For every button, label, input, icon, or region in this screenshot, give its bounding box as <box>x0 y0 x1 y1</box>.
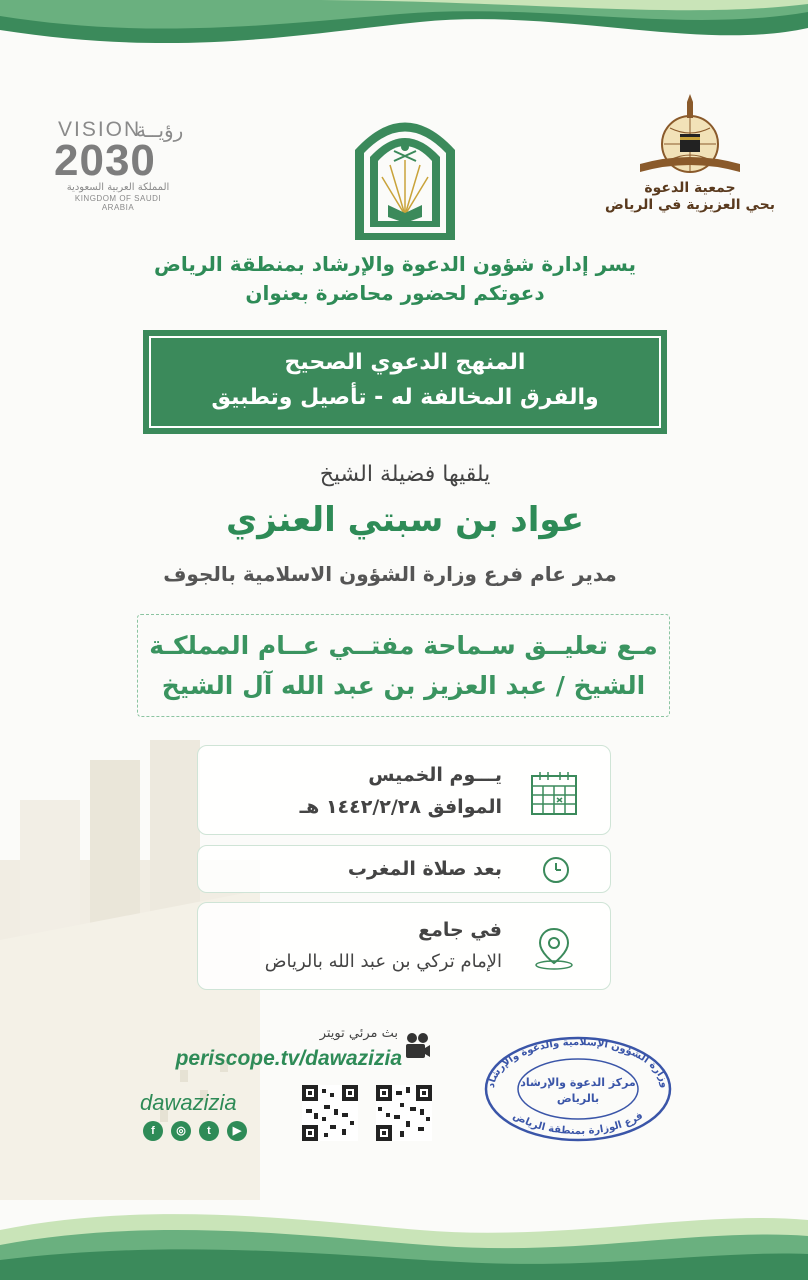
clock-icon <box>542 856 570 884</box>
speaker-name: عواد بن سبتي العنزي <box>226 500 584 540</box>
official-stamp <box>482 1034 674 1144</box>
stamp-outer-text: وزارة الشؤون الإسلامية والدعوة والإرشاد <box>485 1036 671 1089</box>
lecture-title-line-2: والفرق المخالفة له - تأصيل وتطبيق <box>211 385 599 410</box>
vision-year: 2030 <box>54 136 156 185</box>
calendar-icon <box>530 770 578 816</box>
association-name-line2: بحي العزيزية في الرياض <box>605 197 775 213</box>
location-card <box>197 902 611 990</box>
vision-word-ar: رؤيــة <box>136 118 184 142</box>
vision-kingdom-en: KINGDOM OF SAUDI ARABIA <box>74 194 162 212</box>
lecture-title-line-1: المنهج الدعوي الصحيح <box>284 350 526 375</box>
association-name-line1: جمعية الدعوة <box>644 180 736 196</box>
stamp-bottom-text: فرع الوزارة بمنطقة الرياض <box>511 1110 646 1138</box>
periscope-label: بث مرئي تويتر <box>319 1026 398 1041</box>
social-handle[interactable]: dawazizia <box>140 1090 237 1115</box>
date-card <box>197 745 611 835</box>
event-day: يـــوم الخميس <box>368 764 502 786</box>
time-card <box>197 845 611 893</box>
speaker-role: مدير عام فرع وزارة الشؤون الاسلامية بالجوف <box>163 562 617 586</box>
place-label: في جامع <box>418 919 502 941</box>
stamp-inner-line-2: بالرياض <box>556 1092 600 1105</box>
facebook-icon[interactable]: f <box>143 1121 163 1141</box>
qr-code-periscope[interactable] <box>302 1085 358 1141</box>
instagram-icon[interactable]: ◎ <box>171 1121 191 1141</box>
ministry-logo <box>350 105 460 240</box>
location-pin-icon <box>532 925 576 971</box>
twitter-icon[interactable]: t <box>199 1121 219 1141</box>
lecture-title-box <box>143 330 667 434</box>
social-icons-row <box>143 1121 253 1143</box>
intro-line-2: دعوتكم لحضور محاضرة بعنوان <box>245 281 545 305</box>
event-date: الموافق ١٤٤٢/٢/٢٨ هـ <box>299 796 502 818</box>
youtube-icon[interactable]: ▶ <box>227 1121 247 1141</box>
bottom-wave-decoration <box>0 1190 808 1280</box>
top-wave-decoration <box>0 0 808 60</box>
video-camera-icon <box>403 1030 431 1060</box>
periscope-link[interactable]: periscope.tv/dawazizia <box>175 1047 402 1070</box>
comment-line-1: مـع تعليــق سـماحة مفتــي عــام المملكـة <box>149 631 658 660</box>
vision-word: VISION <box>58 118 142 141</box>
speaker-intro: يلقيها فضيلة الشيخ <box>319 462 491 487</box>
comment-line-2: الشيخ / عبد العزيز بن عبد الله آل الشيخ <box>161 671 646 700</box>
place-name: الإمام تركي بن عبد الله بالرياض <box>264 951 502 972</box>
qr-code-twitter[interactable] <box>376 1085 432 1141</box>
mufti-comment-box <box>137 614 670 717</box>
vision-kingdom-ar: المملكة العربية السعودية <box>66 182 170 193</box>
vision-2030-logo <box>52 118 192 212</box>
event-time: بعد صلاة المغرب <box>347 858 502 880</box>
intro-line-1: يسر إدارة شؤون الدعوة والإرشاد بمنطقة الرياض <box>154 252 636 276</box>
stamp-inner-line-1: مركز الدعوة والإرشاد <box>520 1076 636 1089</box>
association-logo <box>630 92 750 192</box>
